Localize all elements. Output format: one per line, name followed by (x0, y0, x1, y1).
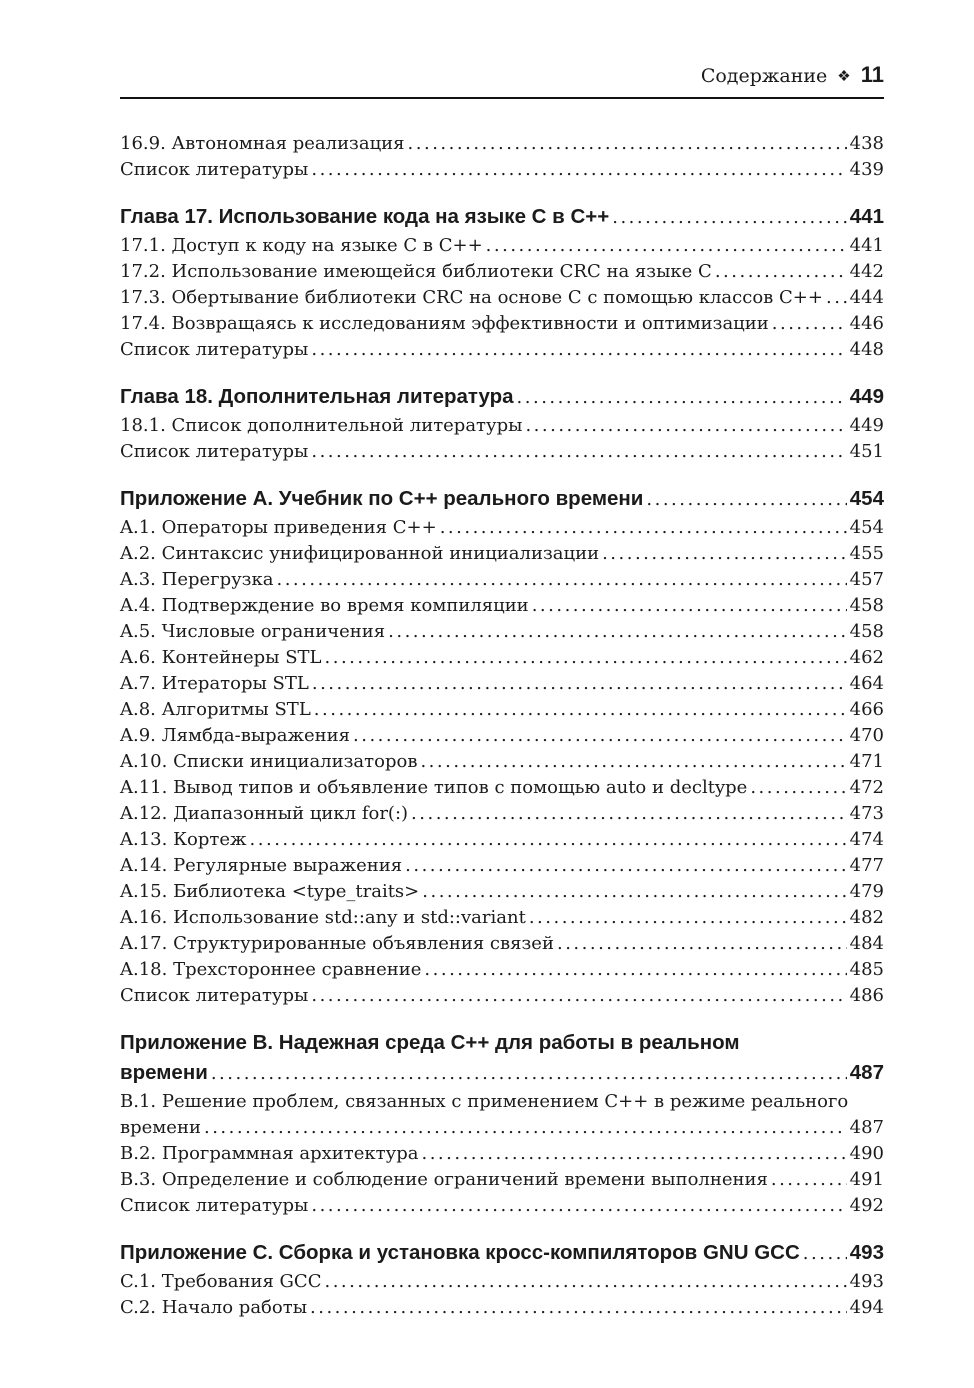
toc-entry (120, 567, 884, 593)
dot-leader (424, 957, 846, 983)
toc-entry (120, 259, 884, 285)
dot-leader (311, 983, 846, 1009)
toc-entry-title: A.12. Диапазонный цикл for(:) (120, 803, 409, 824)
dot-leader (211, 1058, 847, 1089)
dot-leader (517, 382, 847, 413)
page-number: 470 (849, 725, 884, 746)
dot-leader (408, 131, 847, 157)
toc-entry-title: 16.9. Автономная реализация (120, 133, 405, 154)
toc-entry (120, 1115, 884, 1141)
toc-chapter-heading (120, 1058, 884, 1089)
page-number: 464 (849, 673, 884, 694)
page-number: 477 (849, 855, 884, 876)
toc-chapter-heading-title: Глава 18. Дополнительная литература (120, 385, 514, 408)
toc-chapter-heading (120, 382, 884, 413)
toc-entry (120, 983, 884, 1009)
page-number: 491 (849, 1169, 884, 1190)
dot-leader (310, 1295, 847, 1321)
dot-leader (772, 311, 847, 337)
toc-entry (120, 801, 884, 827)
dot-leader (311, 1193, 846, 1219)
toc-entry-title: Список литературы (120, 441, 309, 462)
dot-leader (525, 413, 846, 439)
toc-entry (120, 1269, 884, 1295)
page-number: 451 (849, 441, 884, 462)
page-number: 457 (849, 569, 884, 590)
page-number: 482 (849, 907, 884, 928)
dot-leader (314, 697, 847, 723)
toc-entry (120, 697, 884, 723)
dot-leader (311, 337, 846, 363)
toc-section (120, 382, 884, 465)
toc-entry-title: A.6. Контейнеры STL (120, 647, 322, 668)
toc-entry (120, 1295, 884, 1321)
toc-entry (120, 749, 884, 775)
toc-entry (120, 775, 884, 801)
page-number: 473 (849, 803, 884, 824)
dot-leader (803, 1238, 847, 1269)
toc-chapter-heading-title: Глава 17. Использование кода на языке C в C++ (120, 205, 610, 228)
toc-entry (120, 1193, 884, 1219)
toc-entry-title: A.15. Библиотека <type_traits> (120, 881, 420, 902)
dot-leader (405, 853, 847, 879)
toc-entry-title: Список литературы (120, 1195, 309, 1216)
dot-leader (715, 259, 847, 285)
toc-entry-title: A.8. Алгоритмы STL (120, 699, 311, 720)
page-number: 454 (849, 487, 884, 510)
toc-entry-title: Список литературы (120, 159, 309, 180)
toc-entry-title: A.5. Числовые ограничения (120, 621, 386, 642)
toc-entry-title: B.2. Программная архитектура (120, 1143, 419, 1164)
dot-leader (529, 905, 847, 931)
page-number: 442 (849, 261, 884, 282)
page-number: 492 (849, 1195, 884, 1216)
page-number: 455 (849, 543, 884, 564)
toc-entry (120, 413, 884, 439)
page-number: 466 (849, 699, 884, 720)
dot-leader (486, 233, 847, 259)
page-number: 484 (849, 933, 884, 954)
dot-leader (388, 619, 847, 645)
dot-leader (324, 1269, 846, 1295)
toc-entry (120, 285, 884, 311)
toc-entry-title: 17.1. Доступ к коду на языке C в C++ (120, 235, 483, 256)
page-number: 472 (849, 777, 884, 798)
dot-leader (312, 671, 847, 697)
toc-entry (120, 957, 884, 983)
toc-entry-title: A.9. Лямбда-выражения (120, 725, 351, 746)
toc-entry-title: Список литературы (120, 985, 309, 1006)
dot-leader (353, 723, 847, 749)
dot-leader (204, 1115, 847, 1141)
toc-entry-title: A.13. Кортеж (120, 829, 247, 850)
page-number: 493 (849, 1271, 884, 1292)
toc-section (120, 484, 884, 1009)
dot-leader (325, 645, 847, 671)
page-number: 486 (849, 985, 884, 1006)
toc-entry-title: A.4. Подтверждение во время компиляции (120, 595, 529, 616)
toc-entry-title: C.2. Начало работы (120, 1297, 308, 1318)
toc-entry-title: C.1. Требования GCC (120, 1271, 322, 1292)
toc-chapter-heading-title: Приложение A. Учебник по C++ реального времени (120, 487, 644, 510)
toc-entry (120, 671, 884, 697)
toc-entry-title: B.3. Определение и соблюдение ограничений времени выполнения (120, 1169, 768, 1190)
toc-entry (120, 541, 884, 567)
toc-entry-title: 18.1. Список дополнительной литературы (120, 415, 523, 436)
diamond-ornament-icon: ❖ (837, 67, 851, 85)
toc-chapter-heading-title: Приложение C. Сборка и установка кросс-компиляторов GNU GCC (120, 1241, 800, 1264)
dot-leader (826, 285, 847, 311)
toc-entry-title: A.16. Использование std::any и std::variant (120, 907, 526, 928)
dot-leader (646, 484, 846, 515)
toc (120, 131, 884, 1321)
toc-entry-title: времени (120, 1117, 201, 1138)
toc-entry (120, 723, 884, 749)
toc-entry (120, 439, 884, 465)
toc-entry-wrap-line: B.1. Решение проблем, связанных с применением C++ в режиме реального (120, 1091, 849, 1112)
toc-entry (120, 619, 884, 645)
toc-chapter-heading (120, 1238, 884, 1269)
dot-leader (602, 541, 847, 567)
toc-entry (120, 827, 884, 853)
page-number: 494 (849, 1297, 884, 1318)
page-number: 449 (849, 385, 884, 408)
toc-entry (120, 645, 884, 671)
toc-entry (120, 931, 884, 957)
page-number: 487 (849, 1117, 884, 1138)
dot-leader (612, 202, 847, 233)
page-number: 444 (849, 287, 884, 308)
toc-entry (120, 233, 884, 259)
toc-entry (120, 1167, 884, 1193)
toc-entry-title: A.2. Синтаксис унифицированной инициализации (120, 543, 600, 564)
page-number: 474 (849, 829, 884, 850)
page-number: 438 (849, 133, 884, 154)
toc-entry-title: A.7. Итераторы STL (120, 673, 309, 694)
dot-leader (422, 879, 846, 905)
page-number: 479 (849, 881, 884, 902)
dot-leader (421, 1141, 846, 1167)
toc-section (120, 131, 884, 183)
toc-entry (120, 879, 884, 905)
toc-chapter-heading (120, 202, 884, 233)
toc-entry (120, 515, 884, 541)
page-number: 487 (849, 1061, 884, 1084)
toc-entry (120, 1141, 884, 1167)
dot-leader (250, 827, 847, 853)
dot-leader (557, 931, 847, 957)
page-number: 441 (849, 205, 884, 228)
page-number: 458 (849, 621, 884, 642)
page-number: 462 (849, 647, 884, 668)
toc-chapter-heading-title: времени (120, 1061, 208, 1084)
toc-entry-title: A.18. Трехстороннее сравнение (120, 959, 422, 980)
toc-entry (120, 337, 884, 363)
dot-leader (771, 1167, 847, 1193)
toc-section (120, 1238, 884, 1321)
page-number: 448 (849, 339, 884, 360)
page-number: 493 (849, 1241, 884, 1264)
page-number: 441 (849, 235, 884, 256)
dot-leader (440, 515, 847, 541)
toc-entry (120, 853, 884, 879)
toc-entry-title: A.14. Регулярные выражения (120, 855, 403, 876)
header-title: Содержание (700, 65, 828, 87)
page-header (120, 62, 884, 97)
toc-entry (120, 593, 884, 619)
page-number: 439 (849, 159, 884, 180)
toc-chapter-heading-wrap-line: Приложение B. Надежная среда C++ для работы в реальном (120, 1031, 740, 1054)
page-number: 471 (849, 751, 884, 772)
toc-entry-title: 17.3. Обертывание библиотеки CRC на основе C с помощью классов C++ (120, 287, 823, 308)
dot-leader (311, 439, 846, 465)
toc-entry-title: Список литературы (120, 339, 309, 360)
page-number: 485 (849, 959, 884, 980)
toc-section (120, 202, 884, 363)
toc-entry-title: A.1. Операторы приведения C++ (120, 517, 437, 538)
toc-chapter-heading (120, 484, 884, 515)
page-number: 458 (849, 595, 884, 616)
dot-leader (311, 157, 846, 183)
page-number: 454 (849, 517, 884, 538)
toc-entry-title: 17.2. Использование имеющейся библиотеки CRC на языке C (120, 261, 712, 282)
page-number: 446 (849, 313, 884, 334)
toc-entry (120, 311, 884, 337)
page-number: 449 (849, 415, 884, 436)
dot-leader (411, 801, 847, 827)
dot-leader (532, 593, 847, 619)
dot-leader (420, 749, 846, 775)
toc-entry-title: 17.4. Возвращаясь к исследованиям эффективности и оптимизации (120, 313, 769, 334)
page-number: 490 (849, 1143, 884, 1164)
dot-leader (276, 567, 846, 593)
toc-section (120, 1028, 884, 1219)
toc-entry-title: A.10. Списки инициализаторов (120, 751, 418, 772)
header-page-number: 11 (860, 62, 884, 87)
toc-entry (120, 131, 884, 157)
toc-entry (120, 905, 884, 931)
toc-entry-title: A.17. Структурированные объявления связей (120, 933, 554, 954)
toc-entry-title: A.3. Перегрузка (120, 569, 274, 590)
toc-entry (120, 157, 884, 183)
toc-entry-title: A.11. Вывод типов и объявление типов с помощью auto и decltype (120, 777, 748, 798)
dot-leader (750, 775, 846, 801)
header-rule (120, 97, 884, 99)
